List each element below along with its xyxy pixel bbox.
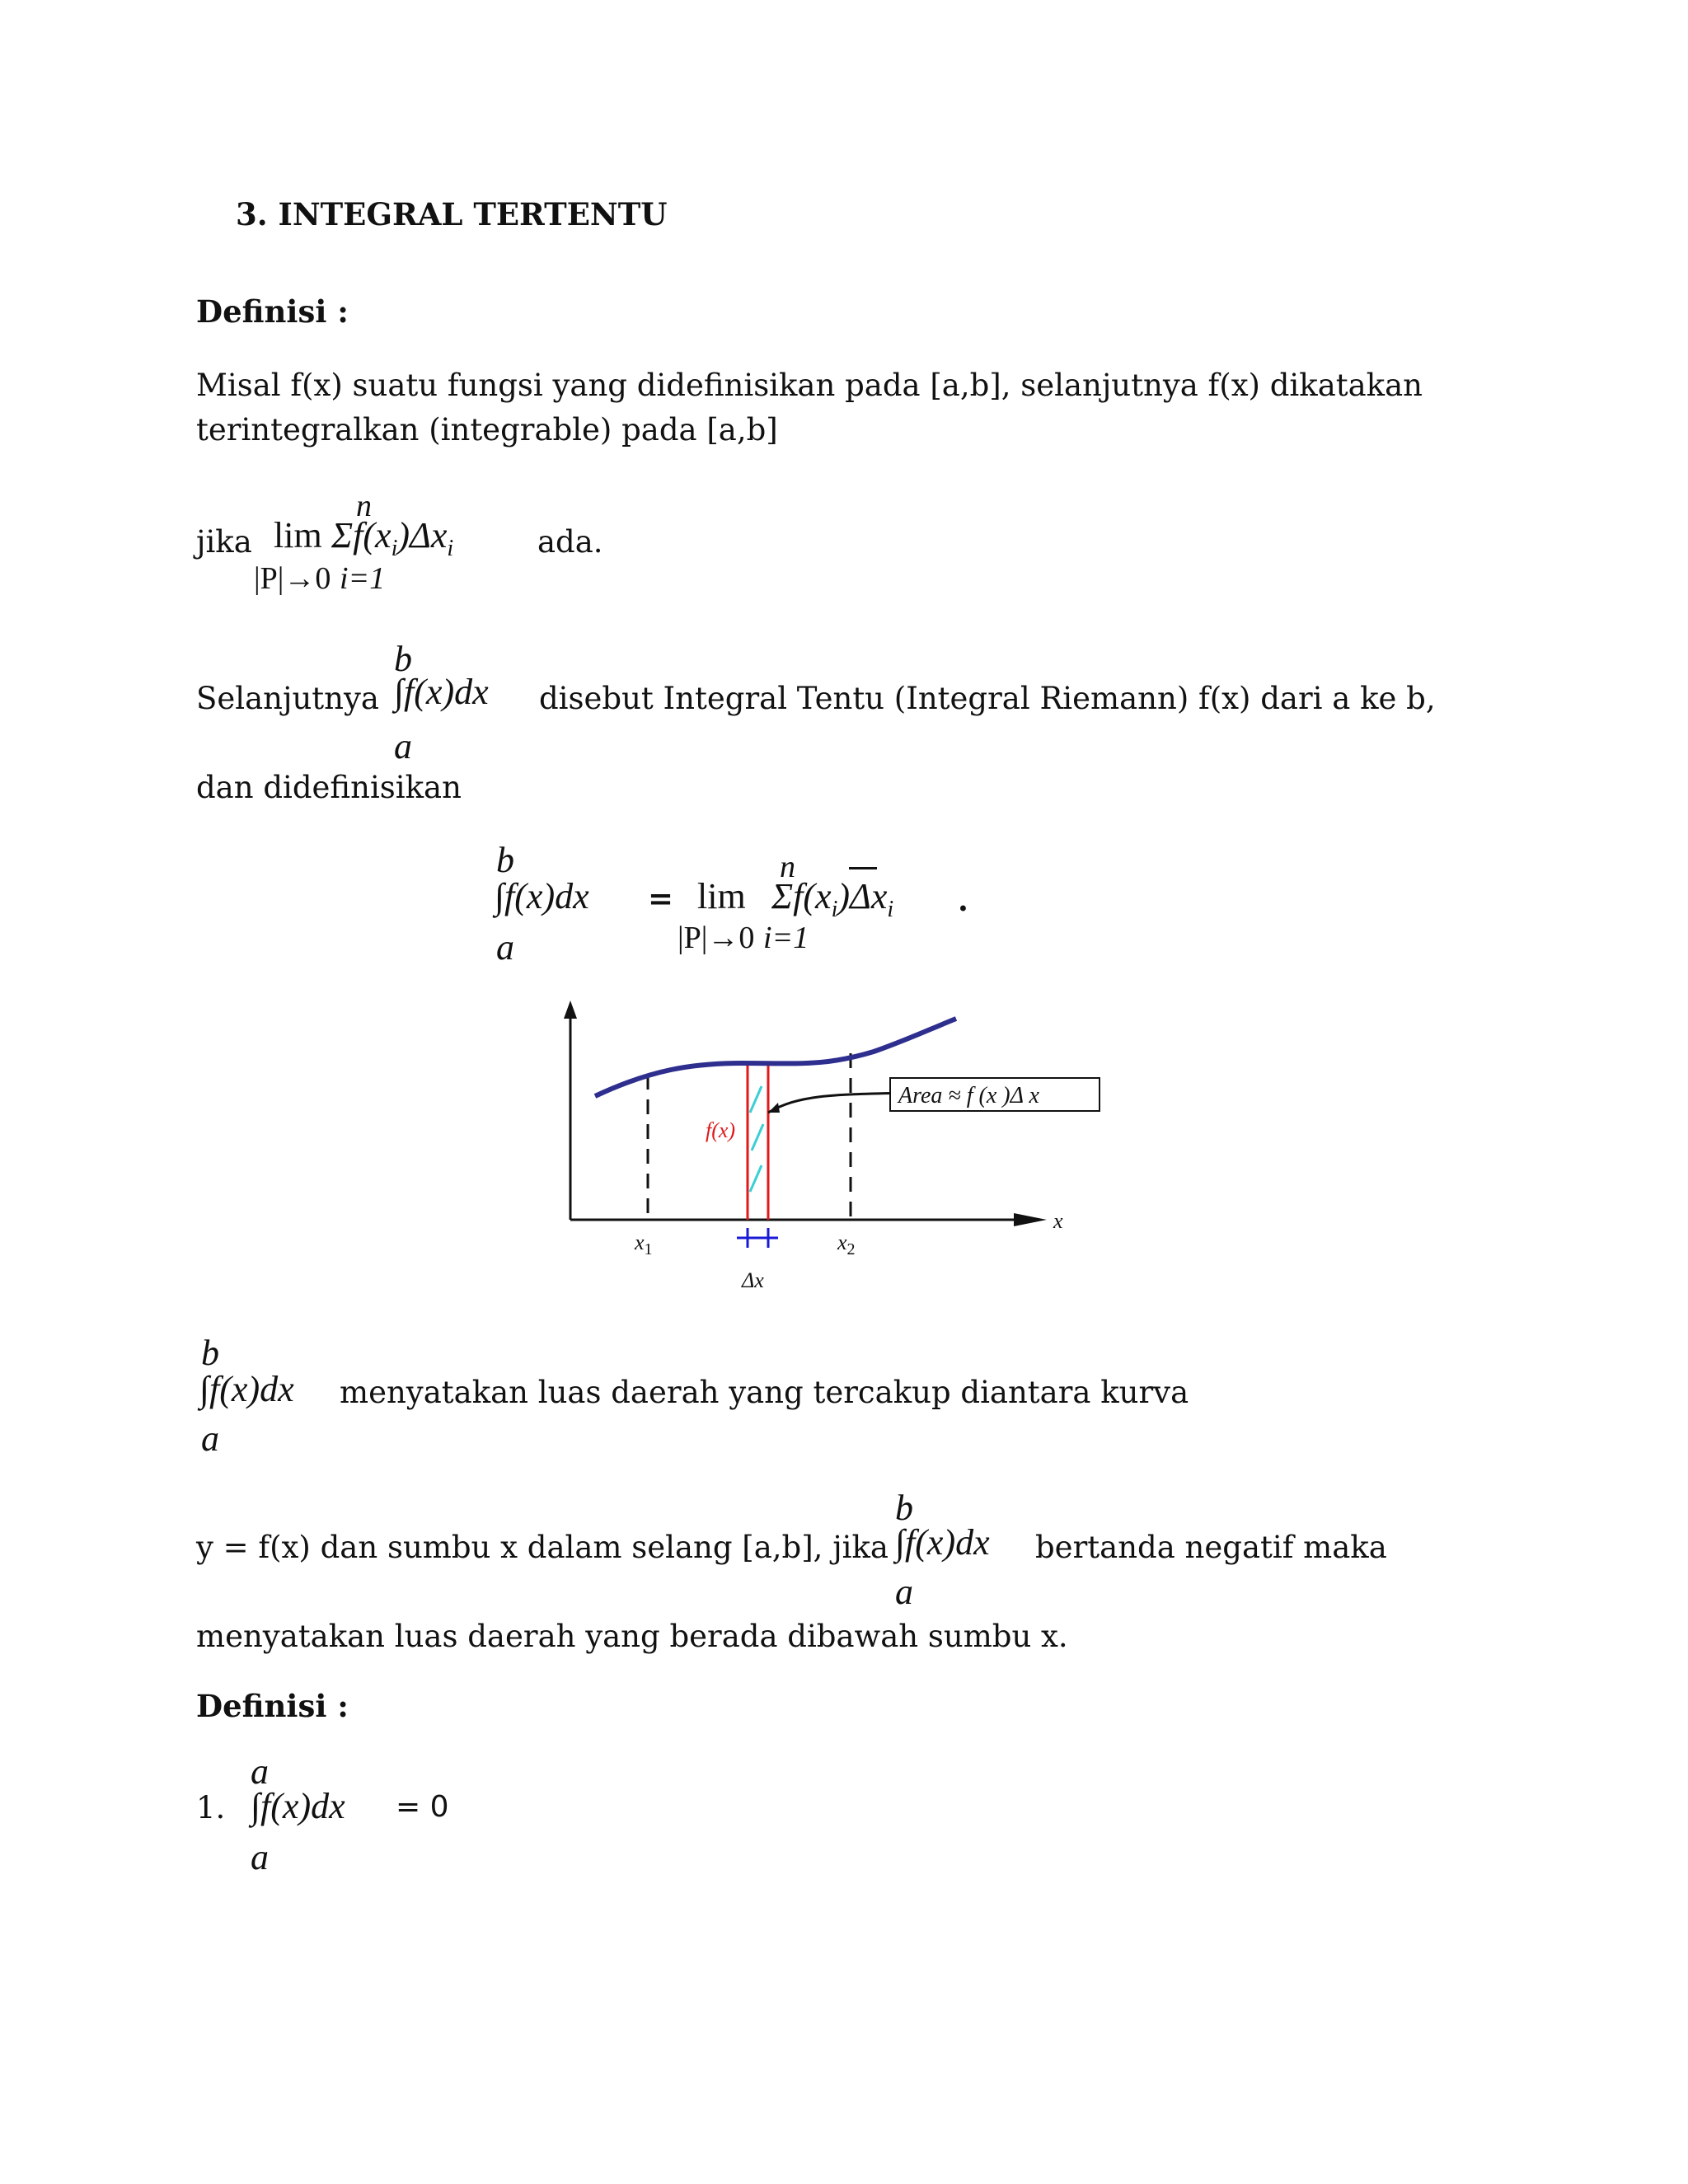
integral-lower-a-4: a xyxy=(895,1572,913,1612)
paragraph-1-line-2: terintegralkan (integrable) pada [a,b] xyxy=(196,412,778,448)
selanjutnya-word: Selanjutnya xyxy=(196,681,379,716)
menyatakan-line: menyatakan luas daerah yang berada dibawah sumbu x. xyxy=(196,1619,1068,1654)
integral-expression-3: ∫f(x)dx xyxy=(199,1369,294,1409)
riemann-sum-expression-2 xyxy=(771,875,893,923)
paragraph-1-line-1: Misal f(x) suatu fungsi yang didefinisikan pada [a,b], selanjutnya f(x) dikatakan xyxy=(196,368,1423,403)
definition-label-2: Definisi : xyxy=(196,1688,349,1724)
riemann-sum-expression xyxy=(331,514,453,562)
definition-period: . xyxy=(958,882,968,918)
area-label-text: Area ≈ f (x )Δ x xyxy=(898,1083,1039,1108)
integral-lower-a-3: a xyxy=(201,1418,219,1459)
definition-label-1: Definisi : xyxy=(196,293,349,330)
lim-subscript-2: |P|→0 xyxy=(678,921,755,955)
sum-lower-limit-2: i=1 xyxy=(763,921,809,955)
y-line-part-2: bertanda negatif maka xyxy=(1035,1530,1387,1565)
lim-operator: lim xyxy=(274,515,322,555)
dan-didefinisikan: dan didefinisikan xyxy=(196,770,462,805)
selanjutnya-rest: disebut Integral Tentu (Integral Riemann) f(x) dari a ke b, xyxy=(539,681,1436,716)
integral-upper-b-3: b xyxy=(201,1333,219,1373)
x1-label: $x_1$ xyxy=(635,1230,653,1258)
sum-upper-limit: n xyxy=(356,489,372,523)
definition-equals: = xyxy=(648,880,674,916)
luas-text: menyatakan luas daerah yang tercakup diantara kurva xyxy=(340,1375,1189,1410)
jika-word: jika xyxy=(196,524,252,560)
item1-number: 1. xyxy=(196,1790,226,1825)
sum-lower-limit: i=1 xyxy=(340,561,386,596)
y-line-part-1: y = f(x) dan sumbu x dalam selang [a,b], jika xyxy=(196,1530,889,1565)
item1-upper-a: a xyxy=(251,1751,269,1792)
integral-upper-b-4: b xyxy=(895,1488,913,1528)
integral-lower-a-1: a xyxy=(394,726,412,766)
sum2-sub-i-1: i xyxy=(831,896,838,922)
y-axis-arrow xyxy=(564,1001,577,1019)
area-leader-line xyxy=(768,1093,908,1113)
fx-label: f(x) xyxy=(706,1118,736,1142)
integral-expression-1: ∫f(x)dx xyxy=(394,672,489,712)
hatch-2 xyxy=(752,1124,763,1151)
sum2-body-part-1: Σf(x xyxy=(771,876,832,916)
x-axis-label: x xyxy=(1053,1209,1063,1233)
item1-lower-a: a xyxy=(251,1837,269,1877)
sum-body-part-1: Σf(x xyxy=(331,515,392,555)
hatch-3 xyxy=(750,1165,762,1192)
item1-equals-zero: = 0 xyxy=(396,1790,449,1824)
x-axis-arrow xyxy=(1014,1213,1047,1226)
x2-label: $x_2$ xyxy=(837,1230,856,1258)
riemann-area-figure xyxy=(552,997,1113,1294)
lim-operator-2: lim xyxy=(697,876,746,916)
integral-upper-b-2: b xyxy=(496,840,514,880)
sum-sub-i-2: i xyxy=(447,535,454,561)
sum-sub-i-1: i xyxy=(391,535,398,561)
sum-upper-limit-2: n xyxy=(780,850,795,884)
section-heading: 3. INTEGRAL TERTENTU xyxy=(236,196,668,232)
integral-expression-4: ∫f(x)dx xyxy=(895,1522,990,1563)
sum-body-part-2: )Δx xyxy=(397,515,448,555)
integral-upper-b-1: b xyxy=(394,639,412,679)
sum2-sub-i-2: i xyxy=(887,896,894,922)
integral-lower-a-2: a xyxy=(496,927,514,968)
integral-expression-2: ∫f(x)dx xyxy=(495,876,589,916)
item1-integral: ∫f(x)dx xyxy=(251,1786,345,1826)
x-bar-overline xyxy=(849,867,877,869)
sum2-body-part-2: )Δx xyxy=(837,876,888,916)
delta-x-label: Δx xyxy=(742,1268,764,1292)
hatch-1 xyxy=(750,1086,762,1113)
lim-subscript: |P|→0 xyxy=(254,561,331,596)
ada-word: ada. xyxy=(537,524,603,560)
leader-arrowhead xyxy=(768,1103,780,1113)
